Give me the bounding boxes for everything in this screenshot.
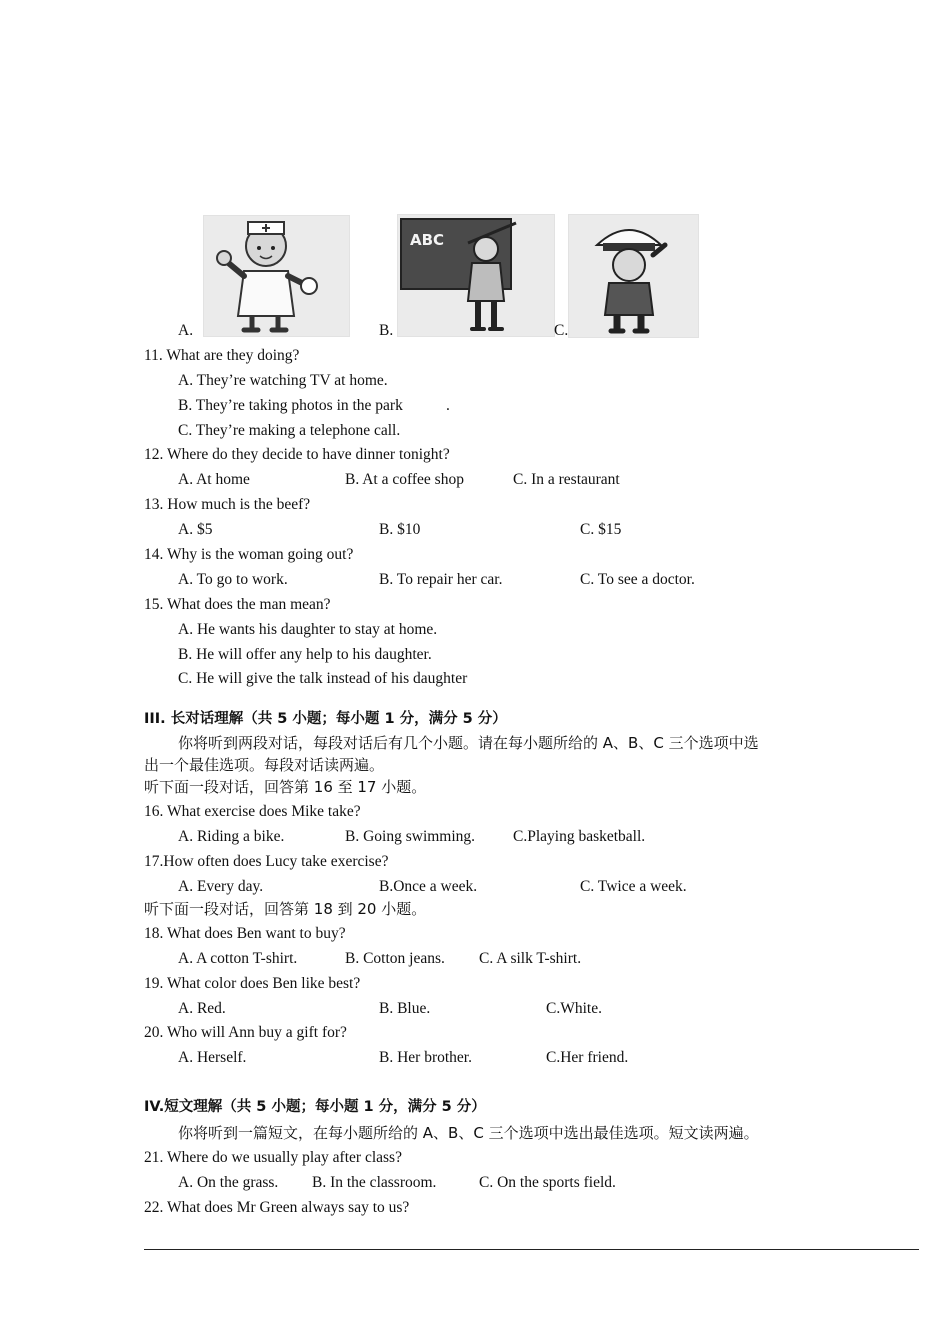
teacher-icon [398,215,554,336]
question-18-stem: 18. What does Ben want to buy? [144,925,346,942]
question-13-option-b[interactable]: B. $10 [379,521,421,538]
question-13-stem: 13. How much is the beef? [144,496,311,513]
doctor-icon [204,216,349,336]
question-19-option-b[interactable]: B. Blue. [379,1000,431,1017]
question-12-stem: 12. Where do they decide to have dinner tonight? [144,446,450,463]
question-18-option-b[interactable]: B. Cotton jeans. [345,950,445,967]
police-officer-picture [568,214,699,338]
section-4-instruction: 你将听到一篇短文，在每小题所给的 A、B、C 三个选项中选出最佳选项。短文读两遍。 [178,1124,759,1142]
section-3-group-1-heading: 听下面一段对话，回答第 16 至 17 小题。 [144,778,427,796]
question-19-option-a[interactable]: A. Red. [178,1000,226,1017]
question-14-stem: 14. Why is the woman going out? [144,546,354,563]
section-4-title: IV.短文理解（共 5 小题；每小题 1 分，满分 5 分） [144,1099,486,1115]
section-3-instruction-line-1: 你将听到两段对话，每段对话后有几个小题。请在每小题所给的 A、B、C 三个选项中选 [178,734,759,752]
question-12-option-c[interactable]: C. In a restaurant [513,471,620,488]
question-21-option-c[interactable]: C. On the sports field. [479,1174,616,1191]
question-15-stem: 15. What does the man mean? [144,596,331,613]
question-15-option-a[interactable]: A. He wants his daughter to stay at home. [178,621,438,638]
doctor-picture [203,215,350,337]
question-12-option-b[interactable]: B. At a coffee shop [345,471,464,488]
question-20-option-c[interactable]: C.Her friend. [546,1049,629,1066]
question-18-option-a[interactable]: A. A cotton T-shirt. [178,950,298,967]
question-16-option-c[interactable]: C.Playing basketball. [513,828,646,845]
picture-option-b-label[interactable]: B. [379,322,394,339]
question-19-option-c[interactable]: C.White. [546,1000,602,1017]
question-21-option-a[interactable]: A. On the grass. [178,1174,279,1191]
question-11-option-a[interactable]: A. They’re watching TV at home. [178,372,388,389]
question-19-stem: 19. What color does Ben like best? [144,975,361,992]
question-22-stem: 22. What does Mr Green always say to us? [144,1199,410,1216]
picture-option-a-label[interactable]: A. [178,322,194,339]
question-14-option-b[interactable]: B. To repair her car. [379,571,503,588]
question-17-option-b[interactable]: B.Once a week. [379,878,478,895]
question-14-option-a[interactable]: A. To go to work. [178,571,288,588]
section-3-title: III. 长对话理解（共 5 小题；每小题 1 分，满分 5 分） [144,711,507,727]
question-20-option-b[interactable]: B. Her brother. [379,1049,472,1066]
question-11-option-c[interactable]: C. They’re making a telephone call. [178,422,401,439]
question-15-option-b[interactable]: B. He will offer any help to his daughter. [178,646,432,663]
blackboard-text: ABC [410,231,445,249]
question-21-option-b[interactable]: B. In the classroom. [312,1174,437,1191]
question-16-stem: 16. What exercise does Mike take? [144,803,361,820]
question-11-option-b[interactable]: B. They’re taking photos in the park [178,397,403,414]
question-21-stem: 21. Where do we usually play after class? [144,1149,402,1166]
question-17-option-c[interactable]: C. Twice a week. [580,878,687,895]
question-14-option-c[interactable]: C. To see a doctor. [580,571,695,588]
question-20-option-a[interactable]: A. Herself. [178,1049,247,1066]
police-officer-icon [569,215,698,337]
question-17-option-a[interactable]: A. Every day. [178,878,264,895]
question-16-option-a[interactable]: A. Riding a bike. [178,828,285,845]
question-17-stem: 17.How often does Lucy take exercise? [144,853,389,870]
question-13-option-c[interactable]: C. $15 [580,521,622,538]
question-20-stem: 20. Who will Ann buy a gift for? [144,1024,347,1041]
question-18-option-c[interactable]: C. A silk T-shirt. [479,950,582,967]
section-3-group-2-heading: 听下面一段对话，回答第 18 到 20 小题。 [144,900,427,918]
question-11-stem: 11. What are they doing? [144,347,300,364]
question-15-option-c[interactable]: C. He will give the talk instead of his daughter [178,670,468,687]
question-12-option-a[interactable]: A. At home [178,471,250,488]
question-13-option-a[interactable]: A. $5 [178,521,213,538]
teacher-picture [397,214,555,337]
picture-option-c-label[interactable]: C. [554,322,569,339]
section-3-instruction-line-2: 出一个最佳选项。每段对话读两遍。 [144,756,385,774]
footer-divider [144,1249,919,1250]
question-16-option-b[interactable]: B. Going swimming. [345,828,476,845]
question-11-option-b-dot: . [446,397,450,414]
